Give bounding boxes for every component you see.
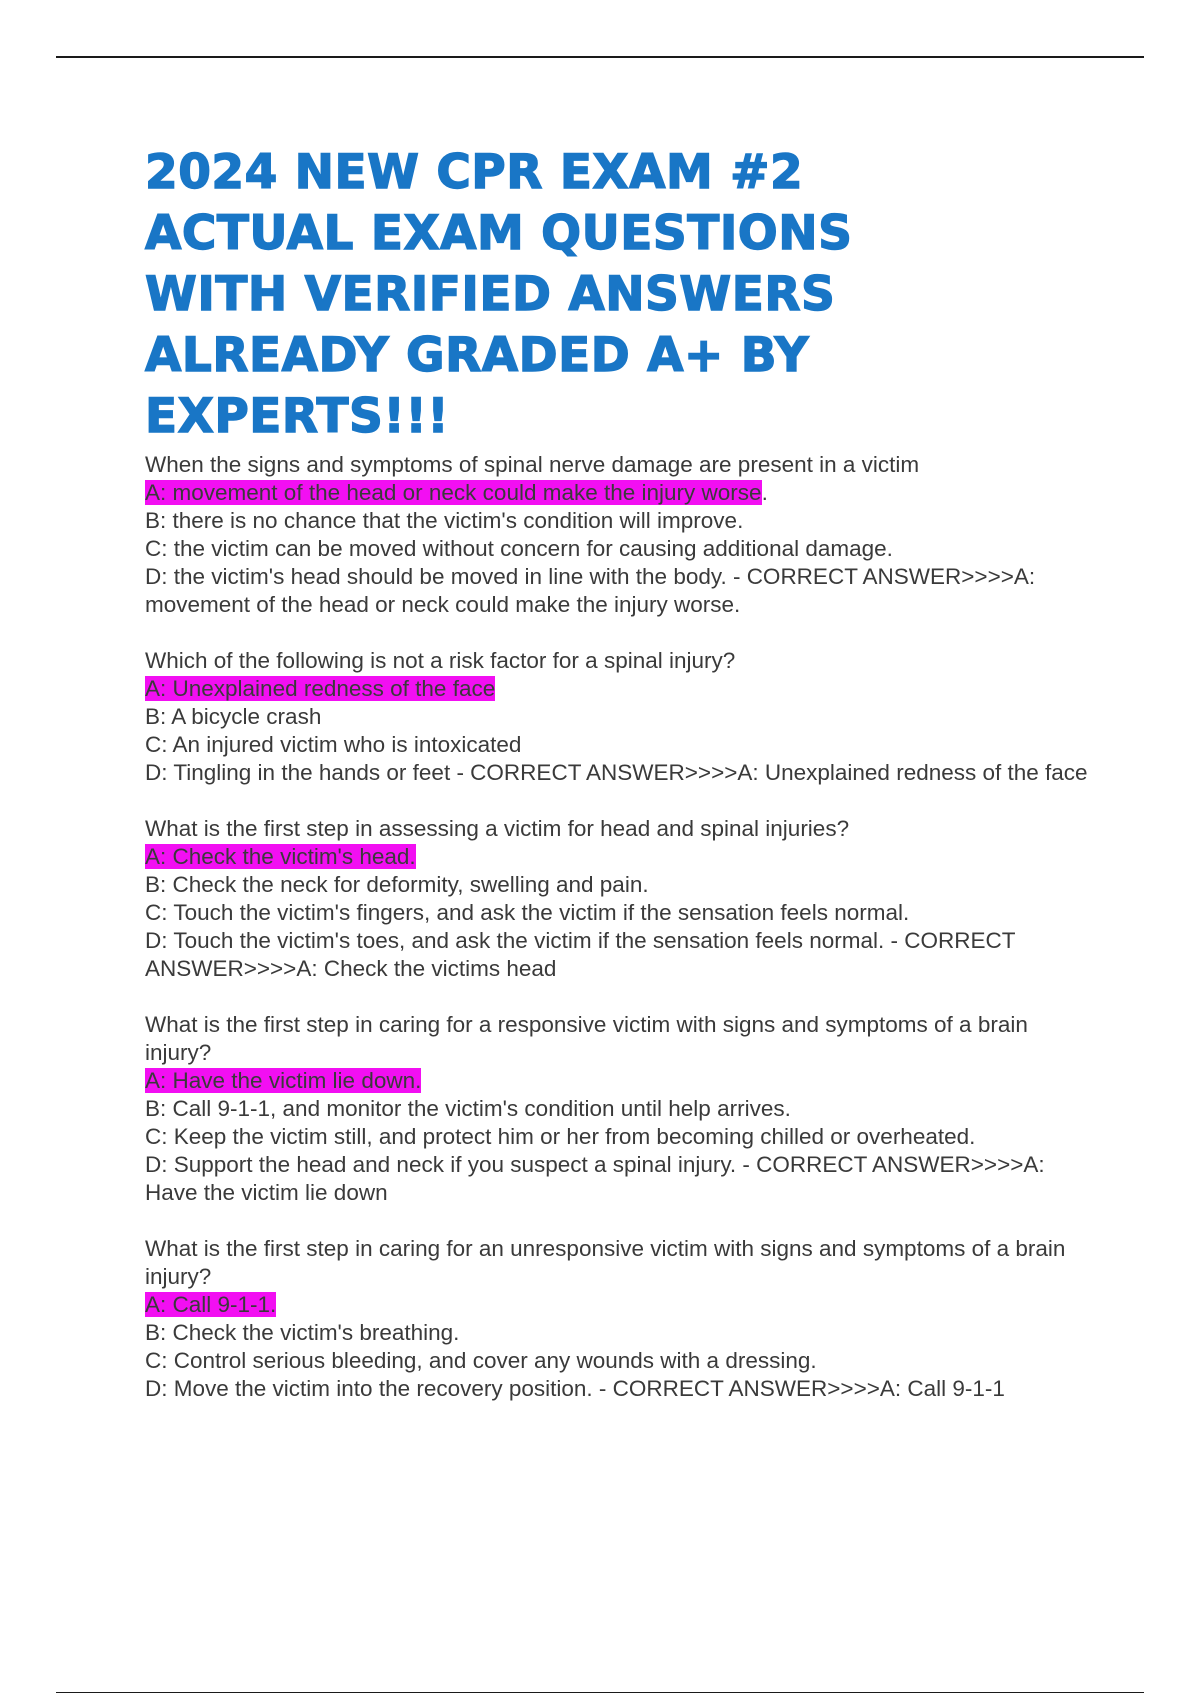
option-b: B: there is no chance that the victim's condition will improve. <box>145 508 744 533</box>
option-a <box>145 479 1095 507</box>
option-a-tail: . <box>761 480 768 505</box>
option-a <box>145 1067 1095 1095</box>
option-b: B: Call 9-1-1, and monitor the victim's condition until help arrives. <box>145 1096 791 1121</box>
question-block <box>145 647 1095 787</box>
option-c: C: Keep the victim still, and protect him or her from becoming chilled or overheated. <box>145 1124 976 1149</box>
option-c: C: the victim can be moved without concern for causing additional damage. <box>145 536 893 561</box>
document-body <box>145 142 1095 1431</box>
highlighted-answer: A: movement of the head or neck could make the injury worse <box>145 480 762 505</box>
highlighted-answer: A: Call 9-1-1. <box>145 1292 277 1317</box>
question-text: When the signs and symptoms of spinal nerve damage are present in a victim <box>145 452 920 477</box>
top-rule <box>56 56 1144 58</box>
question-block <box>145 451 1095 619</box>
question-text: What is the first step in caring for a responsive victim with signs and symptoms of a brain injury? <box>145 1012 1028 1065</box>
option-d-with-answer: D: Touch the victim's toes, and ask the victim if the sensation feels normal. - CORRECT ANSWER>>>>A: Check the victims head <box>145 928 1016 981</box>
option-c: C: Touch the victim's fingers, and ask the victim if the sensation feels normal. <box>145 900 910 925</box>
option-c: C: An injured victim who is intoxicated <box>145 732 522 757</box>
option-d-with-answer: D: Tingling in the hands or feet - CORRECT ANSWER>>>>A: Unexplained redness of the face <box>145 760 1088 785</box>
question-block <box>145 1011 1095 1207</box>
option-a <box>145 675 1095 703</box>
option-d-with-answer: D: Support the head and neck if you suspect a spinal injury. - CORRECT ANSWER>>>>A: Have the victim lie down <box>145 1152 1045 1205</box>
document-title: 2024 NEW CPR EXAM #2 ACTUAL EXAM QUESTIONS WITH VERIFIED ANSWERS ALREADY GRADED A+ BY EXPERTS!!! <box>145 145 853 444</box>
option-d-with-answer: D: Move the victim into the recovery position. - CORRECT ANSWER>>>>A: Call 9-1-1 <box>145 1376 1005 1401</box>
question-text: What is the first step in caring for an unresponsive victim with signs and symptoms of a brain injury? <box>145 1236 1066 1289</box>
highlighted-answer: A: Check the victim's head. <box>145 844 416 869</box>
question-block <box>145 1235 1095 1403</box>
option-b: B: A bicycle crash <box>145 704 322 729</box>
highlighted-answer: A: Unexplained redness of the face <box>145 676 496 701</box>
option-a <box>145 843 1095 871</box>
option-d-with-answer: D: the victim's head should be moved in line with the body. - CORRECT ANSWER>>>>A: movement of the head or neck could make the injury worse. <box>145 564 1036 617</box>
option-b: B: Check the neck for deformity, swelling and pain. <box>145 872 649 897</box>
question-text: Which of the following is not a risk factor for a spinal injury? <box>145 648 736 673</box>
highlighted-answer: A: Have the victim lie down. <box>145 1068 422 1093</box>
option-b: B: Check the victim's breathing. <box>145 1320 460 1345</box>
question-text: What is the first step in assessing a victim for head and spinal injuries? <box>145 816 850 841</box>
bottom-rule <box>56 1692 1144 1693</box>
question-list <box>145 451 1095 1403</box>
question-block <box>145 815 1095 983</box>
option-c: C: Control serious bleeding, and cover any wounds with a dressing. <box>145 1348 817 1373</box>
option-a <box>145 1291 1095 1319</box>
